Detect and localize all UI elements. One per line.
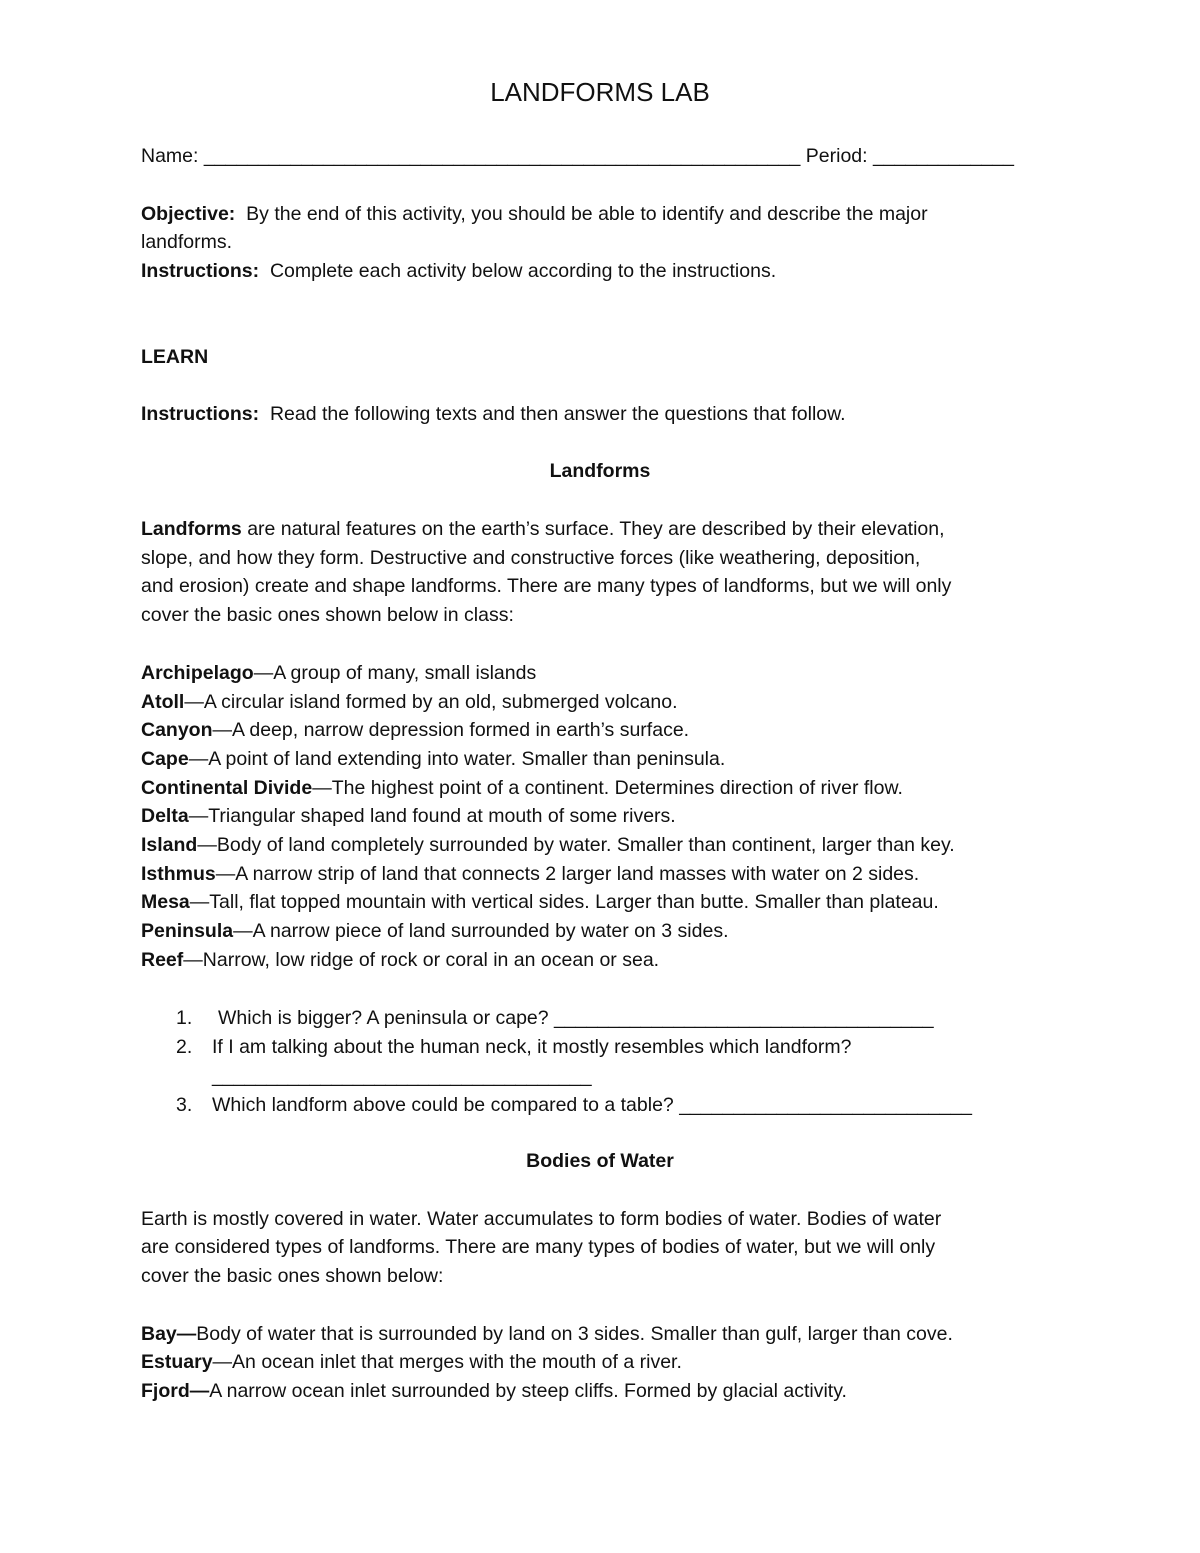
list-item	[141, 860, 919, 889]
list-item	[141, 1348, 682, 1377]
definition: —A narrow strip of land that connects 2 larger land masses with water on 2 sides.	[215, 863, 920, 885]
list-item	[141, 917, 729, 946]
landforms-intro-line-2: slope, and how they form. Destructive and constructive forces (like weathering, deposition,	[141, 547, 921, 569]
landforms-intro-line-4: cover the basic ones shown below in class:	[141, 604, 514, 626]
name-blank: _______________________________________________________	[203, 145, 801, 167]
list-item	[141, 888, 939, 917]
definition: —Tall, flat topped mountain with vertical sides. Larger than butte. Smaller than plateau.	[189, 891, 939, 913]
instructions-text: Complete each activity below according to the instructions.	[269, 260, 777, 282]
list-item	[141, 716, 689, 745]
period-blank: _____________	[872, 145, 1014, 167]
term: Fjord—	[141, 1380, 210, 1402]
question-2-answer-blank: ___________________________________	[212, 1065, 592, 1087]
term: Canyon	[141, 719, 213, 741]
objective-text: By the end of this activity, you should be able to identify and describe the major	[246, 203, 928, 225]
definition: —A deep, narrow depression formed in earth’s surface.	[212, 719, 690, 741]
term: Peninsula	[141, 920, 234, 942]
learn-instructions-line	[141, 400, 846, 429]
question-number: 3.	[176, 1094, 193, 1116]
list-item	[141, 1377, 847, 1406]
list-item	[141, 802, 676, 831]
list-item	[141, 946, 659, 975]
term: Archipelago	[141, 662, 254, 684]
definition: —The highest point of a continent. Determines direction of river flow.	[312, 777, 903, 799]
instructions-label: Instructions:	[141, 260, 260, 282]
learn-instructions-text: Read the following texts and then answer the questions that follow.	[269, 403, 846, 425]
water-intro-line-2: are considered types of landforms. There are many types of bodies of water, but we will only	[141, 1236, 936, 1258]
instructions-line	[141, 257, 776, 286]
definition: Body of water that is surrounded by land on 3 sides. Smaller than gulf, larger than cove.	[196, 1323, 953, 1345]
objective-line-2: landforms.	[141, 231, 233, 253]
term: Bay—	[141, 1323, 197, 1345]
name-period-line	[141, 142, 1014, 171]
term: Isthmus	[141, 863, 216, 885]
landforms-intro-line-3: and erosion) create and shape landforms. There are many types of landforms, but we will only	[141, 575, 952, 597]
objective-label: Objective:	[141, 203, 236, 225]
question-number: 1.	[176, 1007, 193, 1029]
term: Island	[141, 834, 198, 856]
objective-line	[141, 200, 928, 229]
term: Cape	[141, 748, 189, 770]
definition: A narrow ocean inlet surrounded by steep cliffs. Formed by glacial activity.	[209, 1380, 847, 1402]
bodies-of-water-heading: Bodies of Water	[526, 1150, 674, 1172]
question-2: If I am talking about the human neck, it mostly resembles which landform?	[212, 1036, 852, 1058]
term: Mesa	[141, 891, 190, 913]
definition: —Triangular shaped land found at mouth of some rivers.	[188, 805, 676, 827]
term: Estuary	[141, 1351, 213, 1373]
question-1: Which is bigger? A peninsula or cape? ___________________________________	[218, 1007, 934, 1029]
water-intro-line-3: cover the basic ones shown below:	[141, 1265, 444, 1287]
landforms-heading: Landforms	[549, 460, 651, 482]
water-intro-line-1: Earth is mostly covered in water. Water accumulates to form bodies of water. Bodies of water	[141, 1208, 942, 1230]
question-3: Which landform above could be compared to a table? ___________________________	[212, 1094, 973, 1116]
learn-instructions-label: Instructions:	[141, 403, 260, 425]
definition: —A circular island formed by an old, submerged volcano.	[184, 691, 678, 713]
term: Continental Divide	[141, 777, 313, 799]
definition: —A group of many, small islands	[253, 662, 537, 684]
definition: —Narrow, low ridge of rock or coral in an ocean or sea.	[183, 949, 660, 971]
page-title: LANDFORMS LAB	[490, 77, 710, 107]
list-item	[141, 659, 536, 688]
name-label: Name:	[141, 145, 199, 167]
definition: —An ocean inlet that merges with the mouth of a river.	[212, 1351, 682, 1373]
period-label: Period:	[805, 145, 868, 167]
learn-heading: LEARN	[141, 346, 209, 368]
landforms-intro-text: are natural features on the earth’s surface. They are described by their elevation,	[247, 518, 945, 540]
list-item	[141, 774, 903, 803]
list-item	[141, 1320, 953, 1349]
landforms-intro-line-1	[141, 515, 945, 544]
definition: —Body of land completely surrounded by water. Smaller than continent, larger than key.	[197, 834, 955, 856]
question-number: 2.	[176, 1036, 193, 1058]
list-item	[141, 831, 955, 860]
list-item	[141, 688, 678, 717]
term: Delta	[141, 805, 189, 827]
definition: —A narrow piece of land surrounded by water on 3 sides.	[233, 920, 729, 942]
list-item	[141, 745, 725, 774]
landforms-term: Landforms	[141, 518, 242, 540]
term: Reef	[141, 949, 184, 971]
term: Atoll	[141, 691, 185, 713]
definition: —A point of land extending into water. Smaller than peninsula.	[188, 748, 726, 770]
